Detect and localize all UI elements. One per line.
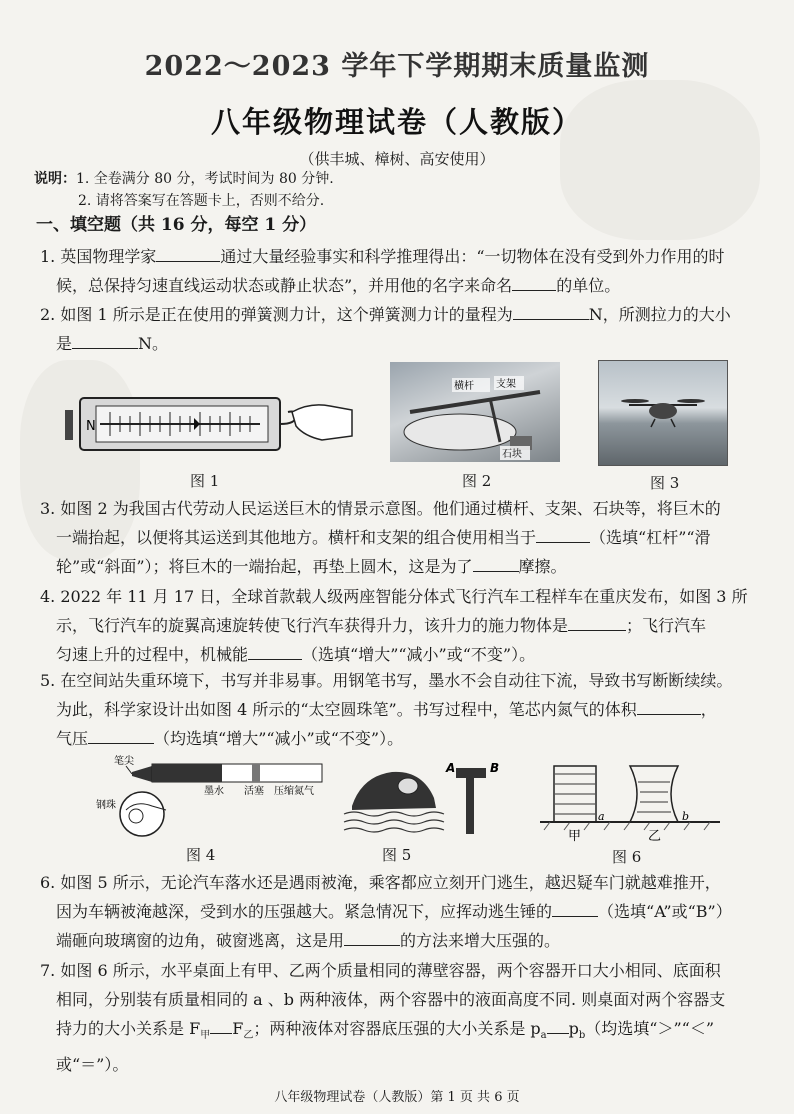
q2-text-a: 2. 如图 1 所示是正在使用的弹簧测力计，这个弹簧测力计的量程为 [40, 305, 513, 324]
q4-text-b: 示，飞行汽车的旋翼高速旋转使飞行汽车获得升力，该升力的施力物体是 [56, 616, 569, 635]
q6-blank-1[interactable] [552, 899, 598, 917]
q5-text-e: （均选填“增大”“减小”或“不变”）。 [154, 729, 404, 748]
label-gas: 压缩氮气 [274, 786, 314, 797]
question-3 [40, 494, 768, 581]
q6-blank-2[interactable] [344, 928, 400, 946]
figure-2-drawing [390, 362, 560, 462]
q3-text-b: 一端抬起，以便将其运送到其他地方。横杆和支架的组合使用相当于 [56, 528, 537, 547]
q4-text-d: 匀速上升的过程中，机械能 [56, 645, 249, 664]
q5-blank-1[interactable] [637, 697, 701, 715]
ink-region [152, 764, 222, 782]
q2-text-c: 是 [56, 334, 73, 353]
q5-text-b: 为此，科学家设计出如图 4 所示的“太空圆珠笔”。书写过程中，笔芯内氮气的体积 [56, 700, 637, 719]
question-7 [40, 956, 768, 1079]
figure-3-caption: 图 3 [650, 474, 680, 492]
label-ball: 钢珠 [96, 800, 116, 811]
q7-text-b: 相同，分别装有质量相同的 a 、b 两种液体，两个容器中的液面高度不同. 则桌面对两个容器支 [56, 990, 726, 1009]
q4-blank-2[interactable] [248, 642, 302, 660]
question-6 [40, 868, 768, 955]
liquid-b-lines [637, 782, 671, 812]
hammer-end-b-label: B [490, 761, 500, 775]
q3-text-a: 3. 如图 2 为我国古代劳动人民运送巨木的情景示意图。他们通过横杆、支架、石块等，将巨木的 [40, 499, 721, 518]
flying-car-body [649, 403, 677, 419]
hand-icon [292, 405, 352, 440]
q7-blank-1[interactable] [210, 1016, 232, 1034]
figure-4-space-pen [92, 752, 332, 842]
q6-text-c: （选填“A”或“B”） [598, 902, 732, 921]
q7-text-c5: （均选填“＞”“＜” [585, 1019, 715, 1038]
q7-text-c2: F [232, 1019, 244, 1038]
figure-6-containers [540, 752, 720, 842]
q1-text-a: 1. 英国物理学家 [40, 247, 157, 266]
figure-5-caption: 图 5 [382, 846, 412, 864]
liquid-b-label: b [682, 810, 690, 823]
q2-text-d: N。 [138, 334, 169, 353]
q3-text-e: 摩擦。 [518, 557, 567, 576]
rotor-left [621, 399, 649, 403]
figure-2-caption: 图 2 [462, 472, 492, 490]
label-stand: 支架 [496, 379, 516, 390]
steel-ball [129, 809, 143, 823]
q5-text-a: 5. 在空间站失重环境下，书写并非易事。用钢笔书写，墨水不会自动往下流，导致书写断断续续。 [40, 671, 733, 690]
q2-text-b: N，所测拉力的大小 [588, 305, 731, 324]
figure-3-drawing [599, 361, 727, 465]
q6-text-e: 的方法来增大压强的。 [400, 931, 561, 950]
q6-text-a: 6. 如图 5 所示，无论汽车落水还是遇雨被淹，乘客都应立刻开门逃生，越迟疑车门就越难推开， [40, 873, 721, 892]
figure-1-caption: 图 1 [190, 472, 220, 490]
q6-text-d: 端砸向玻璃窗的边角，破窗逃离，这是用 [56, 931, 345, 950]
liquid-a-label: a [598, 810, 605, 823]
q1-blank-1[interactable] [156, 244, 220, 262]
q1-text-d: 的单位。 [556, 276, 621, 295]
section-heading-fill-blank: 一、填空题（共 16 分，每空 1 分） [36, 215, 317, 235]
q5-text-c: ， [700, 700, 717, 719]
q7-text-a: 7. 如图 6 所示，水平桌面上有甲、乙两个质量相同的薄壁容器，两个容器开口大小相同、底面积 [40, 961, 721, 980]
question-2 [40, 300, 768, 358]
container-yi [630, 766, 678, 822]
q4-text-e: （选填“增大”“减小”或“不变”）。 [302, 645, 536, 664]
lever-bar [410, 392, 540, 412]
q7-blank-2[interactable] [547, 1016, 569, 1034]
q1-text-c: 候，总保持匀速直线运动状态或静止状态”，并用他的名字来命名 [56, 276, 513, 295]
q2-blank-2[interactable] [72, 331, 138, 349]
q5-blank-2[interactable] [88, 726, 154, 744]
water-waves [344, 812, 444, 832]
q6-text-b: 因为车辆被淹越深，受到水的压强越大。紧急情况下，应挥动逃生锤的 [56, 902, 553, 921]
figure-6-caption: 图 6 [612, 848, 642, 866]
q1-blank-2[interactable] [512, 273, 556, 291]
notes-label: 说明： [34, 171, 76, 187]
exam-title-line2: 八年级物理试卷（人教版） [210, 105, 583, 139]
q3-blank-2[interactable] [473, 554, 519, 572]
question-5 [40, 666, 768, 753]
piston [252, 764, 260, 782]
hammer-head [456, 768, 486, 778]
label-ink: 墨水 [204, 786, 224, 797]
q2-blank-1[interactable] [513, 302, 589, 320]
q7-sub-yi: 乙 [243, 1030, 254, 1042]
q7-text-d: 或“＝”）。 [56, 1055, 129, 1075]
liquid-a-lines [555, 774, 595, 814]
hammer-end-a-label: A [446, 761, 456, 775]
q7-text-c4: p [568, 1019, 579, 1038]
q7-text-c3: ；两种液体对容器底压强的大小关系是 p [253, 1019, 541, 1038]
rotor-right [677, 399, 705, 403]
scale-unit-letter: N [86, 419, 96, 434]
q3-text-c: （选填“杠杆”“滑 [590, 528, 711, 547]
q7-sub-a: a [540, 1030, 547, 1042]
label-bar: 横杆 [454, 381, 474, 392]
figure-3-flying-car-photo [598, 360, 728, 466]
exam-notes [34, 168, 334, 212]
container-yi-label: 乙 [648, 829, 662, 842]
q7-text-c1: 持力的大小关系是 F [56, 1019, 201, 1038]
figure-5-car-escape-hammer [342, 758, 512, 838]
q3-blank-1[interactable] [536, 525, 590, 543]
q5-text-d: 气压 [56, 729, 89, 748]
figure-1-spring-scale [60, 392, 360, 462]
figure-4-caption: 图 4 [186, 846, 216, 864]
exam-title-line1: 2022～2023 学年下学期期末质量监测 [144, 51, 650, 82]
exam-subtitle: （供丰城、樟树、高安使用） [299, 150, 495, 168]
label-pen-tip: 笔尖 [114, 756, 134, 767]
q4-blank-1[interactable] [568, 613, 626, 631]
q4-text-c: ；飞行汽车 [626, 616, 707, 635]
container-jia-label: 甲 [568, 829, 582, 842]
q7-sub-jia: 甲 [200, 1030, 211, 1042]
pen-tip [132, 766, 152, 782]
page-footer: 八年级物理试卷（人教版）第 1 页 共 6 页 [274, 1090, 520, 1105]
q7-sub-b: b [578, 1030, 586, 1042]
figure-2-ancient-lever [390, 362, 560, 462]
q4-text-a: 4. 2022 年 11 月 17 日，全球首款载人级两座智能分体式飞行汽车工程样车在重庆发布，如图 3 所 [40, 587, 748, 606]
label-stone: 石块 [502, 449, 522, 460]
question-4 [40, 582, 768, 669]
submerged-car [352, 772, 436, 810]
car-window [398, 778, 418, 794]
note-1: 1. 全卷满分 80 分，考试时间为 80 分钟. [76, 171, 334, 187]
scale-hook-end [65, 410, 73, 440]
question-1 [40, 242, 768, 300]
note-2: 2. 请将答案写在答题卡上，否则不给分. [78, 193, 325, 209]
label-piston: 活塞 [244, 786, 264, 797]
hammer-handle [466, 778, 474, 834]
q3-text-d: 轮”或“斜面”）；将巨木的一端抬起，再垫上圆木，这是为了 [56, 557, 473, 576]
q1-text-b: 通过大量经验事实和科学推理得出：“一切物体在没有受到外力作用的时 [220, 247, 725, 266]
